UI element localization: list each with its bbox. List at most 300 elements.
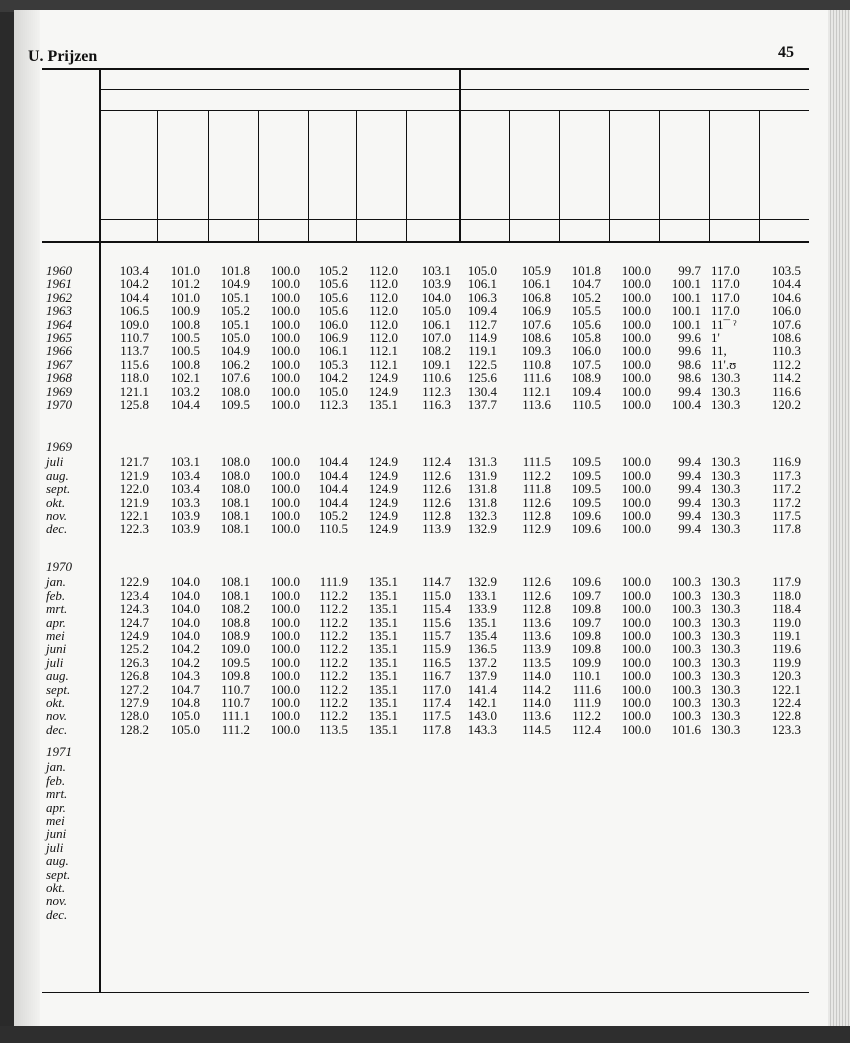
- table-cell: 114.0: [522, 668, 551, 684]
- table-cell: 128.2: [119, 721, 149, 737]
- table-cell: 100.0: [621, 343, 651, 359]
- table-cell: 112.1: [369, 356, 398, 372]
- table-cell: 131.9: [467, 467, 497, 483]
- table-cell: 110.8: [522, 356, 551, 372]
- table-cell: 100.0: [621, 330, 651, 346]
- table-cell: 103.9: [170, 521, 200, 537]
- table-cell: 99.4: [678, 521, 701, 537]
- table-cell: 100.0: [621, 303, 651, 319]
- table-cell: 103.1: [421, 263, 451, 278]
- table-cell: 131.8: [467, 481, 497, 497]
- table-cell: 100.0: [621, 397, 651, 413]
- scan-bottom-border: [0, 1026, 850, 1043]
- table-cell: 112.6: [522, 574, 551, 590]
- column-separator: [609, 110, 610, 243]
- table-cell: 112.2: [319, 601, 348, 617]
- table-cell: 111.5: [522, 454, 551, 470]
- data-column-9: [511, 264, 551, 411]
- table-cell: 113.5: [319, 721, 348, 737]
- table-cell: 130.3: [711, 668, 741, 684]
- table-cell: 116.6: [772, 383, 801, 399]
- table-cell: 109.3: [521, 343, 551, 359]
- table-cell: 143.3: [467, 721, 497, 737]
- table-cell: 100.3: [671, 695, 701, 711]
- table-cell: 111.8: [522, 481, 551, 497]
- table-cell: 109.4: [467, 303, 497, 319]
- row-label: okt.: [46, 494, 66, 510]
- data-column-13: [711, 264, 751, 411]
- table-cell: 103.9: [170, 508, 200, 524]
- table-cell: 130.3: [711, 397, 741, 413]
- table-cell: 112.0: [369, 316, 398, 332]
- table-cell: 124.7: [119, 614, 149, 630]
- table-cell: 130.3: [711, 654, 741, 670]
- table-cell: 112.6: [422, 467, 451, 483]
- table-cell: 100.0: [270, 494, 300, 510]
- table-cell: 104.8: [170, 695, 200, 711]
- table-cell: 100.0: [270, 454, 300, 470]
- table-cell: 117.4: [422, 695, 451, 711]
- table-cell: 122.1: [119, 508, 149, 524]
- table-cell: 100.0: [621, 356, 651, 372]
- data-column-11: [611, 455, 651, 535]
- table-cell: 108.9: [571, 370, 601, 386]
- table-cell: 105.8: [571, 330, 601, 346]
- table-cell: 109.5: [571, 454, 601, 470]
- table-cell: 100.0: [270, 397, 300, 413]
- table-cell: 100.0: [621, 316, 651, 332]
- table-cell: 108.1: [220, 574, 250, 590]
- table-cell: 112.2: [319, 628, 348, 644]
- table-cell: 113.9: [522, 641, 551, 657]
- table-cell: 100.0: [621, 601, 651, 617]
- table-cell: 112.2: [319, 654, 348, 670]
- table-cell: 114.2: [522, 681, 551, 697]
- table-cell: 100.0: [270, 695, 300, 711]
- table-cell: 117.2: [772, 481, 801, 497]
- table-cell: 130.4: [467, 383, 497, 399]
- table-cell: 124.9: [368, 494, 398, 510]
- row-label: 1965: [46, 330, 72, 346]
- table-cell: 100.0: [270, 654, 300, 670]
- table-cell: 135.1: [368, 721, 398, 737]
- table-cell: 108.1: [220, 521, 250, 537]
- table-cell: 103.3: [170, 494, 200, 510]
- table-cell: 109.5: [571, 481, 601, 497]
- table-cell: 135.1: [368, 681, 398, 697]
- row-label: 1964: [46, 316, 72, 332]
- table-cell: 109.6: [571, 574, 601, 590]
- table-cell: 130.3: [711, 467, 741, 483]
- row-label: juni: [46, 641, 67, 657]
- table-cell: 100.3: [671, 681, 701, 697]
- table-cell: 112.6: [522, 587, 551, 603]
- row-label-block: [46, 440, 72, 536]
- table-cell: 110.1: [572, 668, 601, 684]
- table-cell: 135.1: [467, 614, 497, 630]
- table-cell: 105.0: [170, 721, 200, 737]
- table-cell: 121.9: [119, 494, 149, 510]
- data-column-1: [101, 575, 149, 736]
- table-cell: 117.2: [772, 494, 801, 510]
- table-cell: 100.0: [621, 574, 651, 590]
- table-cell: 124.9: [119, 628, 149, 644]
- data-column-4: [260, 455, 300, 535]
- row-label: aug.: [46, 853, 69, 869]
- table-cell: 132.9: [467, 521, 497, 537]
- row-label: mrt.: [46, 601, 68, 617]
- data-column-8: [461, 575, 497, 736]
- table-cell: 112.2: [572, 708, 601, 724]
- table-cell: 104.4: [318, 454, 348, 470]
- table-cell: 122.1: [771, 681, 801, 697]
- column-separator: [559, 110, 560, 243]
- row-label-block: [46, 560, 72, 736]
- row-label: feb.: [46, 772, 66, 788]
- column-separator: [356, 110, 357, 243]
- table-cell: 131.8: [467, 494, 497, 510]
- table-cell: 135.1: [368, 695, 398, 711]
- table-cell: 124.3: [119, 601, 149, 617]
- table-cell: 100.0: [270, 521, 300, 537]
- table-cell: 130.3: [711, 370, 741, 386]
- table-cell: 111.9: [572, 695, 601, 711]
- table-cell: 125.2: [119, 641, 149, 657]
- table-cell: 108.6: [771, 330, 801, 346]
- table-cell: 130.3: [711, 708, 741, 724]
- table-cell: 104.6: [771, 289, 801, 305]
- table-cell: 100.3: [671, 641, 701, 657]
- table-cell: 112.3: [422, 383, 451, 399]
- table-cell: 106.0: [318, 316, 348, 332]
- table-cell: 100.0: [270, 316, 300, 332]
- table-cell: 142.1: [467, 695, 497, 711]
- table-cell: 100.0: [270, 574, 300, 590]
- table-cell: 135.1: [368, 668, 398, 684]
- table-cell: 112.6: [422, 494, 451, 510]
- table-cell: 100.0: [621, 708, 651, 724]
- table-cell: 112.0: [369, 263, 398, 278]
- table-cell: 103.5: [771, 263, 801, 278]
- row-label: apr.: [46, 799, 66, 815]
- table-cell: 110.7: [221, 681, 250, 697]
- table-cell: 106.5: [119, 303, 149, 319]
- table-cell: 103.1: [170, 454, 200, 470]
- table-cell: 100.3: [671, 574, 701, 590]
- table-cell: 11¯ ˀ: [711, 316, 737, 332]
- column-separator: [759, 110, 760, 243]
- data-column-1: [101, 264, 149, 411]
- table-cell: 100.9: [170, 303, 200, 319]
- table-cell: 117.0: [711, 303, 740, 319]
- table-cell: 104.4: [771, 276, 801, 292]
- table-cell: 105.1: [220, 316, 250, 332]
- table-cell: 112.2: [772, 356, 801, 372]
- data-column-9: [511, 455, 551, 535]
- table-cell: 104.0: [170, 628, 200, 644]
- table-cell: 130.3: [711, 454, 741, 470]
- data-column-7: [408, 575, 451, 736]
- data-column-3: [210, 455, 250, 535]
- table-cell: 103.2: [170, 383, 200, 399]
- page-gutter: [14, 10, 40, 1028]
- table-cell: 114.7: [422, 574, 451, 590]
- table-cell: 137.9: [467, 668, 497, 684]
- table-cell: 112.1: [369, 343, 398, 359]
- table-cell: 112.0: [369, 303, 398, 319]
- table-cell: 105.0: [170, 708, 200, 724]
- table-cell: 99.4: [678, 467, 701, 483]
- table-cell: 104.2: [119, 276, 149, 292]
- column-separator: [208, 110, 209, 243]
- table-cell: 109.1: [421, 356, 451, 372]
- data-column-14: [761, 264, 801, 411]
- table-cell: 112.2: [319, 708, 348, 724]
- table-cell: 112.4: [572, 721, 601, 737]
- table-cell: 100.5: [170, 343, 200, 359]
- table-cell: 101.2: [170, 276, 200, 292]
- table-cell: 112.1: [522, 383, 551, 399]
- row-label: 1963: [46, 303, 72, 319]
- row-label: nov.: [46, 708, 68, 724]
- table-cell: 101.8: [220, 263, 250, 278]
- table-cell: 103.4: [170, 467, 200, 483]
- data-column-8: [461, 455, 497, 535]
- table-cell: 107.0: [421, 330, 451, 346]
- block-year-heading: 1969: [46, 439, 72, 454]
- table-cell: 112.2: [319, 587, 348, 603]
- table-cell: 104.4: [170, 397, 200, 413]
- table-cell: 124.9: [368, 481, 398, 497]
- table-cell: 133.1: [467, 587, 497, 603]
- table-cell: 112.8: [522, 601, 551, 617]
- table-cell: 105.9: [521, 263, 551, 278]
- table-cell: 99.4: [678, 454, 701, 470]
- table-cell: 113.6: [522, 628, 551, 644]
- table-cell: 100.0: [621, 641, 651, 657]
- table-cell: 11'.ʊ: [711, 356, 737, 372]
- table-cell: 100.3: [671, 628, 701, 644]
- data-column-14: [761, 455, 801, 535]
- table-cell: 99.4: [678, 481, 701, 497]
- column-separator: [709, 110, 710, 243]
- table-cell: 130.3: [711, 574, 741, 590]
- table-cell: 130.3: [711, 587, 741, 603]
- table-cell: 100.1: [671, 316, 701, 332]
- data-column-7: [408, 455, 451, 535]
- table-cell: 120.2: [771, 397, 801, 413]
- table-cell: 99.6: [678, 330, 701, 346]
- table-cell: 113.6: [522, 397, 551, 413]
- table-cell: 108.1: [220, 494, 250, 510]
- table-cell: 118.4: [772, 601, 801, 617]
- table-cell: 103.4: [119, 263, 149, 278]
- table-cell: 100.0: [270, 601, 300, 617]
- table-cell: 135.4: [467, 628, 497, 644]
- table-cell: 112.2: [319, 681, 348, 697]
- table-cell: 100.3: [671, 654, 701, 670]
- table-cell: 113.6: [522, 708, 551, 724]
- table-cell: 105.2: [571, 289, 601, 305]
- table-cell: 105.6: [318, 303, 348, 319]
- table-cell: 118.0: [120, 370, 149, 386]
- row-label: mei: [46, 813, 65, 829]
- row-label: 1970: [46, 397, 72, 413]
- table-cell: 104.7: [170, 681, 200, 697]
- row-label: 1967: [46, 356, 72, 372]
- data-column-11: [611, 264, 651, 411]
- table-cell: 113.6: [522, 614, 551, 630]
- table-cell: 109.7: [571, 587, 601, 603]
- table-cell: 109.8: [571, 628, 601, 644]
- table-cell: 109.5: [571, 467, 601, 483]
- table-bottom-rule: [42, 992, 809, 993]
- table-cell: 106.8: [521, 289, 551, 305]
- row-label: dec.: [46, 906, 68, 922]
- table-cell: 1': [711, 330, 720, 346]
- table-cell: 100.0: [270, 708, 300, 724]
- table-cell: 104.7: [571, 276, 601, 292]
- table-cell: 100.0: [621, 681, 651, 697]
- page-stack-edge: [828, 10, 850, 1028]
- table-cell: 112.6: [522, 494, 551, 510]
- table-cell: 130.3: [711, 494, 741, 510]
- data-column-2: [159, 455, 200, 535]
- data-column-7: [408, 264, 451, 411]
- table-cell: 101.0: [170, 263, 200, 278]
- table-cell: 98.6: [678, 356, 701, 372]
- table-cell: 100.0: [270, 356, 300, 372]
- table-cell: 99.7: [678, 263, 701, 278]
- row-label: 1962: [46, 289, 72, 305]
- table-top-rule: [42, 68, 809, 70]
- data-column-4: [260, 264, 300, 411]
- table-cell: 124.9: [368, 521, 398, 537]
- table-cell: 119.0: [772, 614, 801, 630]
- table-cell: 116.3: [422, 397, 451, 413]
- table-cell: 108.8: [220, 614, 250, 630]
- table-cell: 100.0: [270, 721, 300, 737]
- table-cell: 127.9: [119, 695, 149, 711]
- data-column-6: [358, 455, 398, 535]
- table-cell: 107.6: [220, 370, 250, 386]
- data-column-2: [159, 264, 200, 411]
- table-cell: 104.4: [318, 467, 348, 483]
- table-cell: 99.4: [678, 383, 701, 399]
- row-label: jan.: [46, 574, 66, 590]
- table-cell: 105.0: [318, 383, 348, 399]
- table-cell: 100.0: [621, 521, 651, 537]
- table-cell: 123.3: [771, 721, 801, 737]
- table-cell: 126.8: [119, 668, 149, 684]
- table-cell: 106.9: [521, 303, 551, 319]
- table-cell: 104.2: [170, 654, 200, 670]
- column-separator: [406, 110, 407, 243]
- table-cell: 110.7: [221, 695, 250, 711]
- table-cell: 99.6: [678, 343, 701, 359]
- table-cell: 108.2: [220, 601, 250, 617]
- table-cell: 100.5: [170, 330, 200, 346]
- table-cell: 104.2: [318, 370, 348, 386]
- table-cell: 110.7: [120, 330, 149, 346]
- table-cell: 100.0: [621, 454, 651, 470]
- table-cell: 121.1: [119, 383, 149, 399]
- table-cell: 135.1: [368, 641, 398, 657]
- column-separator: [659, 110, 660, 243]
- column-separator: [258, 110, 259, 243]
- row-label: juli: [46, 654, 64, 670]
- table-cell: 100.0: [621, 587, 651, 603]
- table-cell: 109.8: [571, 641, 601, 657]
- table-cell: 108.2: [421, 343, 451, 359]
- table-cell: 117.5: [422, 708, 451, 724]
- table-cell: 116.9: [772, 454, 801, 470]
- table-cell: 109.7: [571, 614, 601, 630]
- table-cell: 105.6: [318, 289, 348, 305]
- table-cell: 100.0: [270, 289, 300, 305]
- table-cell: 110.3: [772, 343, 801, 359]
- table-cell: 124.9: [368, 508, 398, 524]
- table-cell: 100.0: [621, 276, 651, 292]
- table-cell: 132.3: [467, 508, 497, 524]
- table-cell: 130.3: [711, 641, 741, 657]
- table-cell: 105.6: [571, 316, 601, 332]
- table-cell: 123.4: [119, 587, 149, 603]
- table-cell: 104.0: [170, 587, 200, 603]
- row-label: sept.: [46, 481, 71, 497]
- table-cell: 100.0: [270, 668, 300, 684]
- data-column-1: [101, 455, 149, 535]
- table-cell: 130.3: [711, 614, 741, 630]
- table-cell: 122.5: [467, 356, 497, 372]
- data-column-10: [561, 264, 601, 411]
- table-cell: 116.7: [422, 668, 451, 684]
- table-cell: 100.0: [270, 481, 300, 497]
- row-label: sept.: [46, 866, 71, 882]
- table-cell: 112.0: [369, 276, 398, 292]
- table-cell: 99.4: [678, 494, 701, 510]
- table-cell: 112.0: [369, 330, 398, 346]
- table-cell: 100.3: [671, 587, 701, 603]
- data-column-12: [661, 455, 701, 535]
- table-cell: 109.5: [571, 494, 601, 510]
- table-cell: 127.2: [119, 681, 149, 697]
- table-cell: 135.1: [368, 708, 398, 724]
- table-cell: 106.0: [571, 343, 601, 359]
- table-cell: 100.0: [621, 263, 651, 278]
- table-cell: 120.3: [771, 668, 801, 684]
- table-cell: 100.1: [671, 276, 701, 292]
- table-cell: 11,: [711, 343, 727, 359]
- table-cell: 131.3: [467, 454, 497, 470]
- data-column-3: [210, 264, 250, 411]
- table-cell: 105.5: [571, 303, 601, 319]
- table-cell: 103.4: [170, 481, 200, 497]
- table-cell: 130.3: [711, 521, 741, 537]
- table-cell: 104.4: [119, 289, 149, 305]
- row-label: mei: [46, 628, 65, 644]
- table-cell: 99.4: [678, 508, 701, 524]
- table-cell: 100.0: [270, 641, 300, 657]
- table-cell: 119.1: [772, 628, 801, 644]
- table-cell: 105.6: [318, 276, 348, 292]
- table-cell: 104.9: [220, 276, 250, 292]
- table-cell: 115.7: [422, 628, 451, 644]
- data-column-12: [661, 264, 701, 411]
- column-separator: [509, 110, 510, 243]
- data-column-5: [310, 575, 348, 736]
- table-cell: 100.0: [621, 289, 651, 305]
